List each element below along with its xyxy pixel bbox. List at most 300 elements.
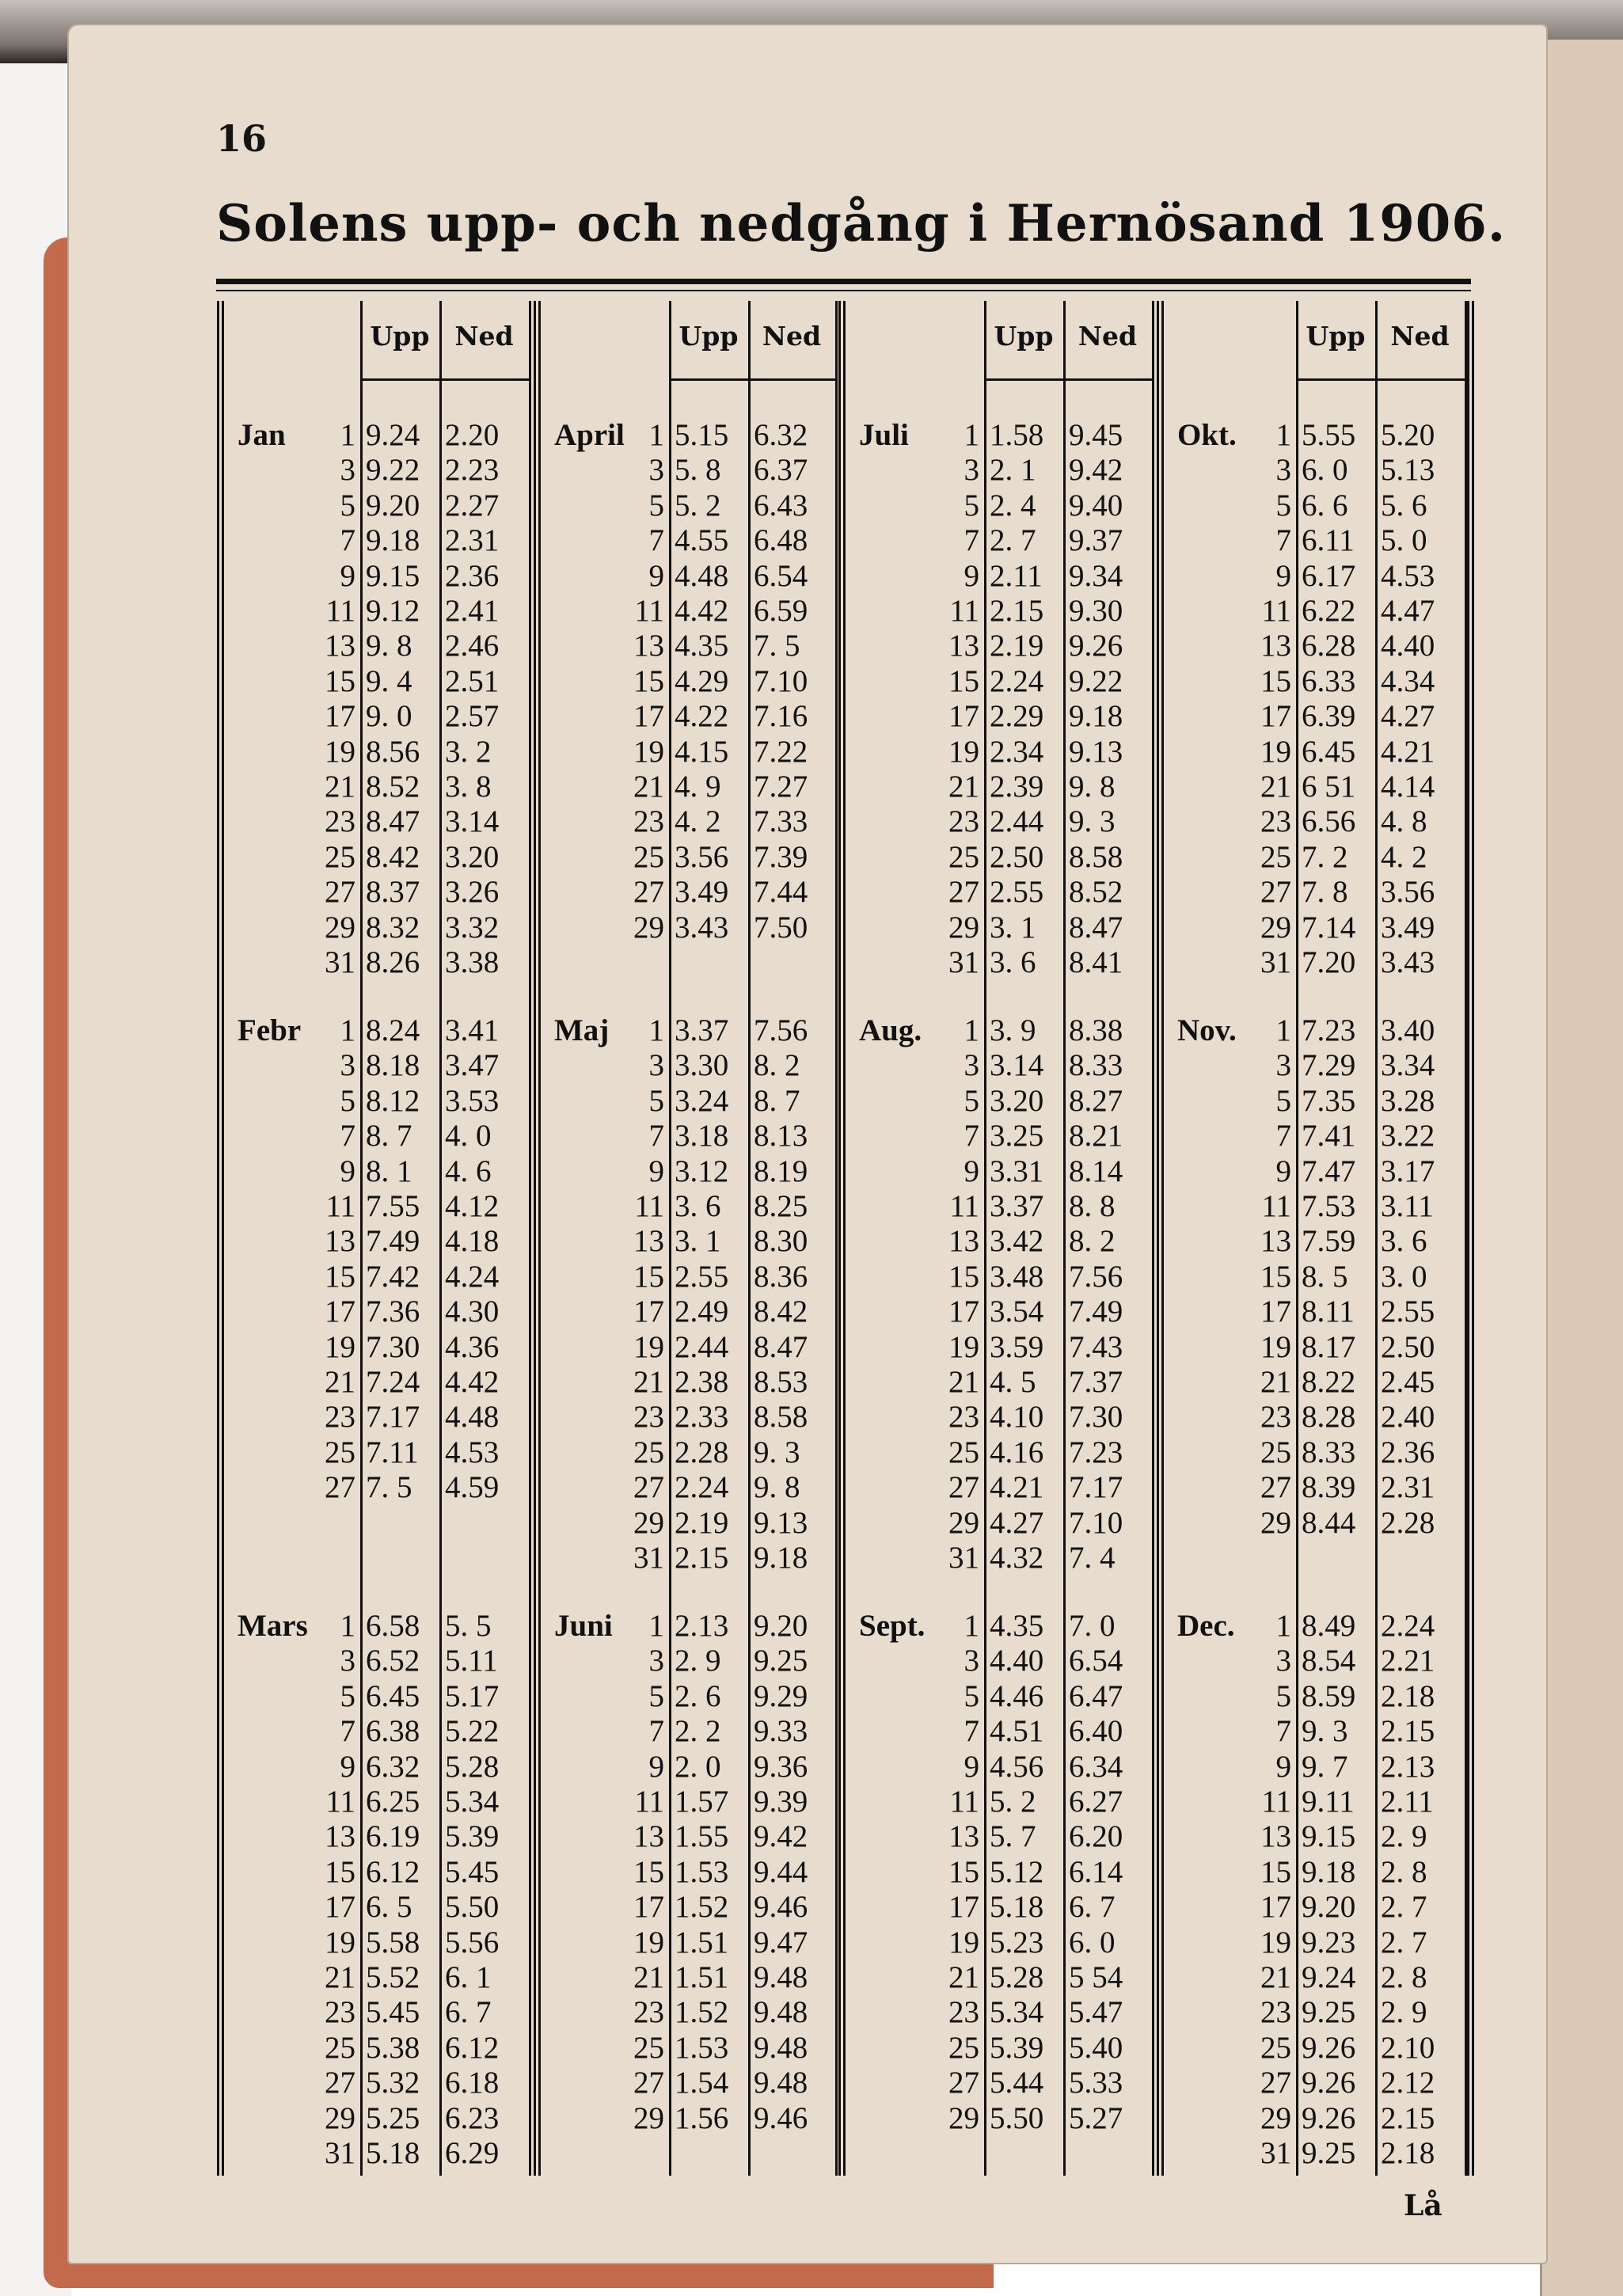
- sunset-time: 9. 3: [754, 1435, 800, 1469]
- day-number: 19: [633, 1925, 664, 1960]
- sunset-time: 2.31: [445, 523, 500, 558]
- sunrise-time: 3.37: [990, 1189, 1044, 1223]
- day-number: 1: [1275, 418, 1291, 452]
- sunrise-time: 2.44: [675, 1329, 729, 1364]
- sunrise-time: 4.55: [675, 523, 729, 558]
- sunrise-time: 4.16: [990, 1435, 1044, 1469]
- sunrise-time: 9.24: [366, 418, 420, 452]
- sunset-time: 6.54: [754, 558, 808, 593]
- sunrise-time: 4.46: [990, 1678, 1044, 1713]
- day-number: 17: [1260, 1294, 1291, 1329]
- sunrise-time: 6.58: [366, 1609, 420, 1643]
- header-rule: [669, 378, 835, 381]
- sunrise-time: 3.49: [675, 875, 729, 910]
- sunset-time: 5.13: [1381, 453, 1435, 488]
- sunrise-time: 3.54: [990, 1294, 1044, 1329]
- page-title: Solens upp- och nedgång i Hernösand 1906.: [216, 194, 1507, 253]
- sunrise-time: 6.11: [1302, 523, 1355, 558]
- sunset-time: 7. 4: [1069, 1541, 1116, 1575]
- sunset-time: 3.40: [1381, 1013, 1435, 1047]
- day-number: 31: [633, 1541, 664, 1575]
- day-number: 15: [948, 1259, 979, 1294]
- day-number: 21: [325, 770, 355, 804]
- sunrise-time: 7. 2: [1302, 839, 1348, 874]
- sunset-time: 9.45: [1069, 418, 1123, 452]
- sunrise-time: 3.42: [990, 1224, 1044, 1259]
- day-number: 11: [634, 594, 664, 628]
- sunrise-time: 1.51: [675, 1960, 729, 1994]
- sunrise-time: 5. 8: [675, 453, 721, 488]
- header-ned: Ned: [454, 321, 514, 352]
- sunset-time: 2.15: [1381, 2100, 1435, 2135]
- sunset-time: 6. 1: [445, 1960, 492, 1994]
- day-number: 29: [948, 2100, 979, 2135]
- sunset-time: 2.10: [1381, 2030, 1435, 2065]
- day-number: 19: [948, 1329, 979, 1364]
- sunrise-time: 7.17: [366, 1400, 420, 1435]
- sunset-time: 5.40: [1069, 2030, 1123, 2065]
- sunset-time: 5.33: [1069, 2066, 1123, 2100]
- day-number: 21: [948, 1365, 979, 1399]
- sunrise-time: 2.49: [675, 1294, 729, 1329]
- day-number: 7: [648, 523, 664, 558]
- sunset-time: 5 54: [1069, 1960, 1123, 1994]
- sunrise-time: 8.33: [1302, 1435, 1356, 1469]
- day-number: 25: [948, 1435, 979, 1469]
- sunrise-time: 1.51: [675, 1925, 729, 1960]
- sunset-time: 7.16: [754, 699, 808, 734]
- sunset-time: 7.56: [754, 1013, 808, 1047]
- sunset-time: 6.27: [1069, 1785, 1123, 1819]
- sunrise-time: 5.28: [990, 1960, 1044, 1994]
- day-number: 11: [325, 1785, 355, 1819]
- day-number: 23: [633, 1995, 664, 2030]
- sunset-time: 7. 5: [754, 629, 800, 663]
- sunrise-time: 5.58: [366, 1925, 420, 1960]
- month-name: Juli: [859, 418, 909, 452]
- day-number: 13: [325, 629, 355, 663]
- column-rule: [1375, 301, 1378, 2176]
- sunrise-time: 8.49: [1302, 1609, 1356, 1643]
- sunrise-time: 5.12: [990, 1854, 1044, 1889]
- day-number: 9: [340, 1749, 355, 1784]
- sunrise-time: 4.15: [675, 734, 729, 769]
- day-number: 15: [325, 1259, 355, 1294]
- footer-catchword: Lå: [1404, 2189, 1442, 2222]
- day-number: 31: [325, 2136, 355, 2170]
- day-number: 29: [325, 2100, 355, 2135]
- sunset-time: 8.25: [754, 1189, 808, 1223]
- day-number: 29: [948, 1505, 979, 1540]
- sunset-time: 4.47: [1381, 594, 1435, 628]
- sunset-time: 2.57: [445, 699, 500, 734]
- sunset-time: 7.37: [1069, 1365, 1123, 1399]
- sunrise-time: 4.10: [990, 1400, 1044, 1435]
- sunset-time: 4.40: [1381, 629, 1435, 663]
- day-number: 23: [325, 1400, 355, 1435]
- column-rule: [1157, 301, 1159, 2176]
- day-number: 29: [1260, 910, 1291, 945]
- day-number: 5: [648, 488, 664, 523]
- sunset-time: 5. 0: [1381, 523, 1427, 558]
- day-number: 5: [340, 1678, 355, 1713]
- sunset-time: 7.56: [1069, 1259, 1123, 1294]
- sunset-time: 6.59: [754, 594, 808, 628]
- day-number: 19: [948, 734, 979, 769]
- sunset-time: 3.47: [445, 1048, 500, 1083]
- sunrise-time: 5.25: [366, 2100, 420, 2135]
- sunset-time: 2. 7: [1381, 1890, 1427, 1925]
- day-number: 3: [340, 1048, 355, 1083]
- sunset-time: 9.26: [1069, 629, 1123, 663]
- day-number: 11: [949, 1785, 979, 1819]
- sunrise-time: 9.26: [1302, 2030, 1356, 2065]
- sunrise-time: 8.47: [366, 804, 420, 839]
- sunrise-time: 8.56: [366, 734, 420, 769]
- sunset-time: 8. 2: [754, 1048, 800, 1083]
- sunrise-time: 5.38: [366, 2030, 420, 2065]
- sunset-time: 9.48: [754, 1960, 808, 1994]
- sunset-time: 7.10: [754, 663, 808, 698]
- sunset-time: 5.56: [445, 1925, 500, 1960]
- sunset-time: 4. 8: [1381, 804, 1427, 839]
- sunrise-time: 3.18: [675, 1119, 729, 1154]
- day-number: 23: [633, 804, 664, 839]
- sunrise-time: 3. 9: [990, 1013, 1036, 1047]
- day-number: 27: [325, 875, 355, 910]
- day-number: 13: [325, 1819, 355, 1854]
- day-number: 17: [325, 1294, 355, 1329]
- sunset-time: 8.19: [754, 1154, 808, 1188]
- sunset-time: 8.47: [1069, 910, 1123, 945]
- sunset-time: 5.22: [445, 1714, 500, 1749]
- sunset-time: 2. 7: [1381, 1925, 1427, 1960]
- day-number: 23: [633, 1400, 664, 1435]
- sunset-time: 4.18: [445, 1224, 500, 1259]
- sunrise-time: 8.12: [366, 1083, 420, 1118]
- day-number: 7: [340, 1119, 355, 1154]
- sunrise-time: 1.57: [675, 1785, 729, 1819]
- sunrise-time: 5. 2: [675, 488, 721, 523]
- day-number: 27: [948, 875, 979, 910]
- day-number: 21: [1260, 770, 1291, 804]
- column-rule: [1296, 301, 1298, 2176]
- month-name: Aug.: [859, 1013, 922, 1047]
- sunrise-time: 7.24: [366, 1365, 420, 1399]
- day-number: 21: [633, 1960, 664, 1994]
- sunset-time: 9.18: [1069, 699, 1123, 734]
- sunrise-time: 6.28: [1302, 629, 1356, 663]
- day-number: 31: [1260, 945, 1291, 979]
- sunrise-time: 8.44: [1302, 1505, 1356, 1540]
- day-number: 15: [948, 1854, 979, 1889]
- sunrise-time: 6.56: [1302, 804, 1356, 839]
- sunset-time: 5.34: [445, 1785, 500, 1819]
- sunset-time: 2.45: [1381, 1365, 1435, 1399]
- column-rule: [534, 301, 536, 2176]
- day-number: 15: [633, 1259, 664, 1294]
- sunset-time: 7.17: [1069, 1470, 1123, 1505]
- sunset-time: 9. 8: [1069, 770, 1116, 804]
- column-rule: [984, 301, 986, 2176]
- day-number: 27: [1260, 875, 1291, 910]
- header-upp: Upp: [370, 321, 430, 352]
- sunset-time: 6. 7: [1069, 1890, 1116, 1925]
- sunset-time: 9.13: [754, 1505, 808, 1540]
- sunrise-time: 8.17: [1302, 1329, 1356, 1364]
- sunrise-time: 9.12: [366, 594, 420, 628]
- sunrise-time: 3.37: [675, 1013, 729, 1047]
- sunset-time: 8.42: [754, 1294, 808, 1329]
- day-number: 25: [1260, 2030, 1291, 2065]
- sunrise-time: 6.45: [366, 1678, 420, 1713]
- sunset-time: 4.21: [1381, 734, 1435, 769]
- sunrise-time: 2.55: [675, 1259, 729, 1294]
- sunset-time: 2. 8: [1381, 1854, 1427, 1889]
- sunset-time: 7. 0: [1069, 1609, 1116, 1643]
- sunrise-time: 3. 6: [675, 1189, 721, 1223]
- sunset-time: 2.51: [445, 663, 500, 698]
- month-name: Febr: [238, 1013, 302, 1047]
- sunrise-time: 2.13: [675, 1609, 729, 1643]
- sunrise-time: 7.55: [366, 1189, 420, 1223]
- sunrise-time: 5.55: [1302, 418, 1356, 452]
- sunset-time: 4.48: [445, 1400, 500, 1435]
- sunset-time: 2.11: [1381, 1785, 1434, 1819]
- sunrise-time: 2.50: [990, 839, 1044, 874]
- day-number: 27: [1260, 2066, 1291, 2100]
- day-number: 29: [633, 910, 664, 945]
- day-number: 1: [648, 418, 664, 452]
- day-number: 17: [633, 1294, 664, 1329]
- day-number: 13: [633, 1819, 664, 1854]
- sunrise-time: 2. 4: [990, 488, 1036, 523]
- day-number: 5: [1275, 1083, 1291, 1118]
- sunset-time: 8.47: [754, 1329, 808, 1364]
- day-number: 7: [340, 523, 355, 558]
- sunrise-time: 2.24: [675, 1470, 729, 1505]
- sunrise-time: 9.15: [366, 558, 420, 593]
- sunset-time: 4. 2: [1381, 839, 1427, 874]
- sunset-time: 2.18: [1381, 1678, 1435, 1713]
- sunrise-time: 8.54: [1302, 1644, 1356, 1678]
- day-number: 13: [325, 1224, 355, 1259]
- sunrise-time: 2.24: [990, 663, 1044, 698]
- sunset-time: 3.56: [1381, 875, 1435, 910]
- day-number: 1: [964, 1609, 979, 1643]
- sunset-time: 6.54: [1069, 1644, 1123, 1678]
- day-number: 17: [633, 1890, 664, 1925]
- sunset-time: 6.18: [445, 2066, 500, 2100]
- sunrise-time: 9.25: [1302, 1995, 1356, 2030]
- day-number: 29: [948, 910, 979, 945]
- day-number: 5: [964, 1083, 979, 1118]
- sunset-time: 6.29: [445, 2136, 500, 2170]
- sunset-time: 6.43: [754, 488, 808, 523]
- day-number: 5: [1275, 1678, 1291, 1713]
- sunset-time: 3.38: [445, 945, 500, 979]
- sunset-time: 9.29: [754, 1678, 808, 1713]
- day-number: 23: [325, 804, 355, 839]
- day-number: 7: [1275, 1714, 1291, 1749]
- sunset-time: 2.12: [1381, 2066, 1435, 2100]
- day-number: 15: [1260, 663, 1291, 698]
- sunset-time: 9.37: [1069, 523, 1123, 558]
- day-number: 11: [1261, 1189, 1291, 1223]
- day-number: 7: [964, 1119, 979, 1154]
- sunrise-time: 9.20: [1302, 1890, 1356, 1925]
- month-name: Dec.: [1177, 1609, 1235, 1643]
- day-number: 3: [1275, 1644, 1291, 1678]
- sunset-time: 8. 2: [1069, 1224, 1116, 1259]
- page-number: 16: [216, 117, 268, 160]
- sunset-time: 9.39: [754, 1785, 808, 1819]
- day-number: 27: [325, 1470, 355, 1505]
- sunset-time: 5.39: [445, 1819, 500, 1854]
- sunrise-time: 6.22: [1302, 594, 1356, 628]
- day-number: 15: [948, 663, 979, 698]
- sunrise-time: 6. 6: [1302, 488, 1348, 523]
- sunset-time: 9.22: [1069, 663, 1123, 698]
- sunrise-time: 2.33: [675, 1400, 729, 1435]
- sunrise-time: 3.14: [990, 1048, 1044, 1083]
- day-number: 19: [325, 1329, 355, 1364]
- sunset-time: 9.20: [754, 1609, 808, 1643]
- sunrise-time: 7.42: [366, 1259, 420, 1294]
- sunset-time: 5. 6: [1381, 488, 1427, 523]
- day-number: 11: [634, 1785, 664, 1819]
- sunrise-time: 8. 5: [1302, 1259, 1348, 1294]
- day-number: 13: [1260, 1819, 1291, 1854]
- column-rule: [838, 301, 841, 2176]
- sunrise-time: 6. 5: [366, 1890, 412, 1925]
- day-number: 3: [964, 1048, 979, 1083]
- sunrise-time: 9.23: [1302, 1925, 1356, 1960]
- sunrise-time: 2.29: [990, 699, 1044, 734]
- sunrise-time: 9.25: [1302, 2136, 1356, 2170]
- sunrise-time: 8.22: [1302, 1365, 1356, 1399]
- day-number: 1: [1275, 1609, 1291, 1643]
- sunset-time: 5.27: [1069, 2100, 1123, 2135]
- sunrise-time: 7.41: [1302, 1119, 1356, 1154]
- month-name: Jan: [238, 418, 286, 452]
- sunrise-time: 5.50: [990, 2100, 1044, 2135]
- sunrise-time: 6.32: [366, 1749, 420, 1784]
- sunset-time: 3.43: [1381, 945, 1435, 979]
- day-number: 21: [948, 770, 979, 804]
- sunrise-time: 5. 2: [990, 1785, 1036, 1819]
- day-number: 21: [325, 1960, 355, 1994]
- sunrise-time: 4.51: [990, 1714, 1044, 1749]
- sunrise-time: 4.35: [675, 629, 729, 663]
- day-number: 1: [964, 418, 979, 452]
- sunrise-time: 8.11: [1302, 1294, 1355, 1329]
- column-rule: [669, 301, 671, 2176]
- sunset-time: 6.12: [445, 2030, 500, 2065]
- day-number: 7: [964, 1714, 979, 1749]
- header-upp: Upp: [678, 321, 739, 352]
- sunrise-time: 2.15: [675, 1541, 729, 1575]
- title-rule-thick: [216, 279, 1471, 284]
- sunset-time: 3.14: [445, 804, 500, 839]
- sunset-time: 7.10: [1069, 1505, 1123, 1540]
- column-rule: [360, 301, 363, 2176]
- day-number: 9: [648, 1154, 664, 1188]
- sunrise-time: 1.52: [675, 1995, 729, 2030]
- sunset-time: 9.40: [1069, 488, 1123, 523]
- sunrise-time: 2.15: [990, 594, 1044, 628]
- sunset-time: 9.33: [754, 1714, 808, 1749]
- sunset-time: 7.30: [1069, 1400, 1123, 1435]
- sunset-time: 2.20: [445, 418, 500, 452]
- sunset-time: 8.13: [754, 1119, 808, 1154]
- sunset-time: 5.47: [1069, 1995, 1123, 2030]
- facing-page-edge: [1540, 40, 1623, 2296]
- sunset-time: 4.42: [445, 1365, 500, 1399]
- sunrise-time: 4.29: [675, 663, 729, 698]
- sunset-time: 4.53: [445, 1435, 500, 1469]
- day-number: 9: [648, 1749, 664, 1784]
- sunset-time: 6.47: [1069, 1678, 1123, 1713]
- day-number: 19: [633, 734, 664, 769]
- sunset-time: 4. 0: [445, 1119, 492, 1154]
- header-rule: [360, 378, 529, 381]
- day-number: 17: [948, 1890, 979, 1925]
- column-rule: [1467, 301, 1469, 2176]
- day-number: 7: [648, 1119, 664, 1154]
- day-number: 3: [964, 453, 979, 488]
- day-number: 15: [325, 1854, 355, 1889]
- sunset-time: 8.58: [754, 1400, 808, 1435]
- sunset-time: 8.38: [1069, 1013, 1123, 1047]
- sunrise-time: 3.30: [675, 1048, 729, 1083]
- sunset-time: 7.43: [1069, 1329, 1123, 1364]
- day-number: 11: [1261, 1785, 1291, 1819]
- sunrise-time: 7.29: [1302, 1048, 1356, 1083]
- day-number: 3: [648, 1048, 664, 1083]
- day-number: 19: [325, 1925, 355, 1960]
- day-number: 25: [633, 2030, 664, 2065]
- column-rule: [538, 301, 541, 2176]
- day-number: 5: [340, 1083, 355, 1118]
- day-number: 17: [1260, 699, 1291, 734]
- day-number: 9: [964, 1154, 979, 1188]
- day-number: 25: [948, 839, 979, 874]
- sunrise-time: 5.52: [366, 1960, 420, 1994]
- sunset-time: 9.25: [754, 1644, 808, 1678]
- column-rule: [1472, 301, 1474, 2176]
- column-rule: [1152, 301, 1154, 2176]
- column-rule: [835, 301, 838, 2176]
- sunset-time: 2.31: [1381, 1470, 1435, 1505]
- day-number: 5: [964, 488, 979, 523]
- month-name: April: [554, 418, 625, 452]
- sunset-time: 5.50: [445, 1890, 500, 1925]
- sunset-time: 5.20: [1381, 418, 1435, 452]
- day-number: 17: [948, 699, 979, 734]
- sunrise-time: 7.59: [1302, 1224, 1356, 1259]
- day-number: 25: [1260, 839, 1291, 874]
- day-number: 21: [948, 1960, 979, 1994]
- sunset-time: 3.41: [445, 1013, 500, 1047]
- day-number: 9: [340, 558, 355, 593]
- sunrise-time: 2. 6: [675, 1678, 721, 1713]
- sunrise-time: 9. 8: [366, 629, 412, 663]
- day-number: 17: [325, 699, 355, 734]
- sunrise-time: 5.44: [990, 2066, 1044, 2100]
- day-number: 15: [1260, 1259, 1291, 1294]
- day-number: 1: [340, 1609, 355, 1643]
